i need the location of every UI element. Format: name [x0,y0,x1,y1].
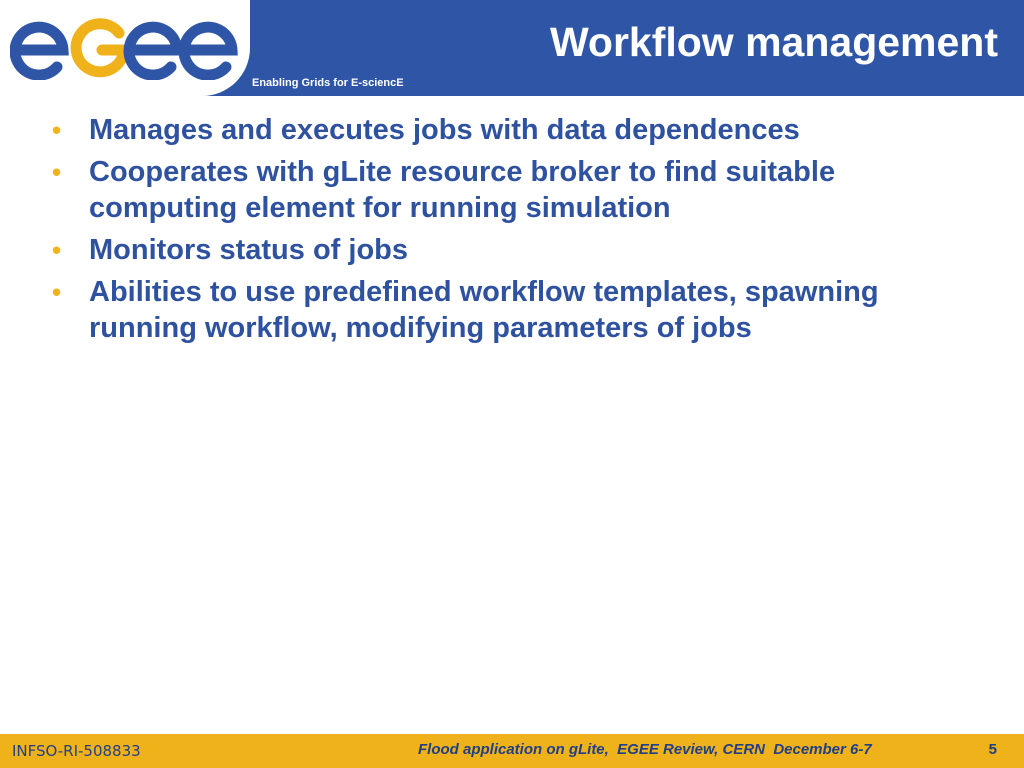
logo-panel [0,0,250,96]
bullet-text: Cooperates with gLite resource broker to find suitable computing element for running simulation [89,156,836,224]
bullet-dot-icon: • [52,157,62,187]
bullet-dot-icon: • [52,235,62,265]
bullet-text: Manages and executes jobs with data dependences [89,114,800,146]
page-number: 5 [988,741,997,758]
logo-letter-e1 [15,27,63,75]
slide-header [0,0,1024,96]
bullet-text: Abilities to use predefined workflow templates, spawning running workflow, modifying parameters of jobs [89,276,879,344]
bullet-list [44,112,984,352]
bullet-item [44,112,984,148]
bullet-item [44,274,984,346]
logo-letter-e2 [129,27,177,75]
slide-title: Workflow management [549,19,998,65]
project-id: INFSO-RI-508833 [12,742,141,760]
bullet-dot-icon: • [52,277,62,307]
bullet-item [44,154,984,226]
bullet-text: Monitors status of jobs [89,234,408,266]
bullet-item [44,232,984,268]
logo-letter-g [76,24,124,72]
footer-caption: Flood application on gLite, EGEE Review, CERN December 6-7 [418,741,872,758]
tagline: Enabling Grids for E-sciencE [252,77,404,89]
egee-logo [10,18,240,80]
slide-footer [0,734,1024,768]
logo-letter-e3 [184,27,232,75]
bullet-dot-icon: • [52,115,62,145]
